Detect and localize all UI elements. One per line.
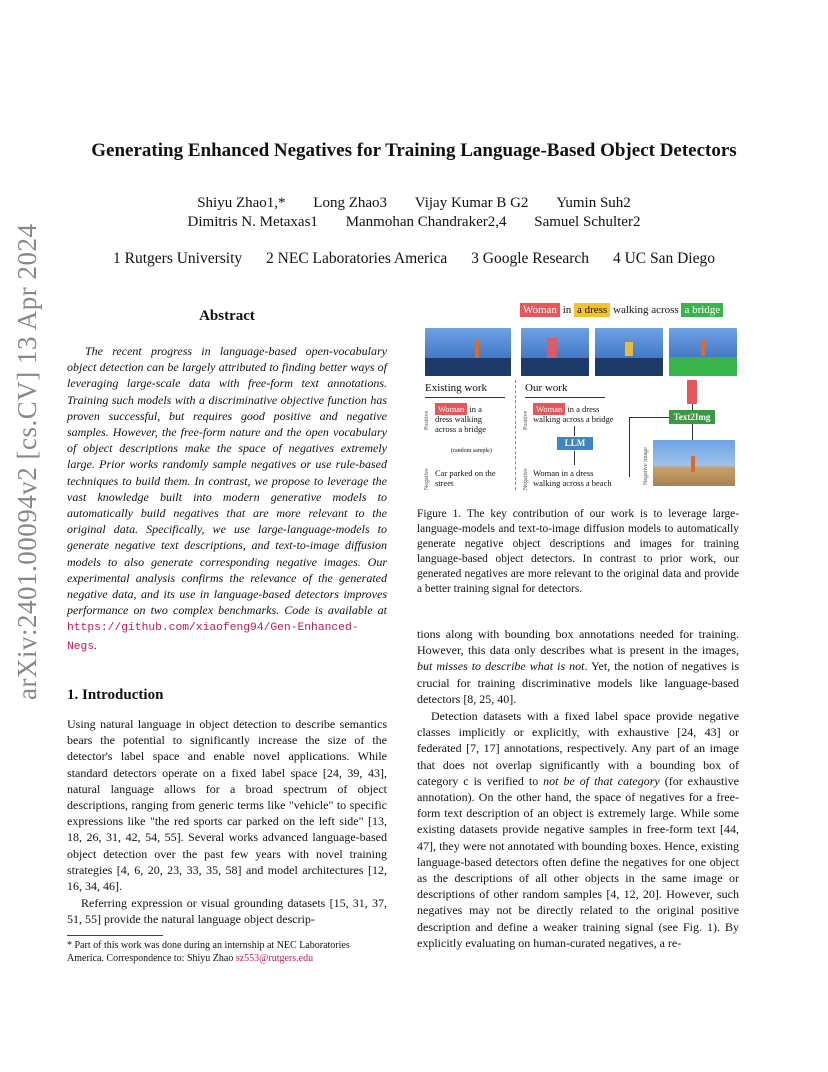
woman-figure	[475, 340, 479, 358]
text2img-box: Text2Img	[669, 410, 715, 424]
llm-box: LLM	[557, 437, 593, 450]
arrow	[574, 451, 575, 465]
intro-heading: 1. Introduction	[67, 687, 164, 703]
intro-paragraph-1: Using natural language in object detection to describe semantics bears the potential to significantly increase the size of the detector's label space and enable novel applications. While standard detectors operate on a fixed label space [24, 39, 43], natural language allows for a broad spectrum of object descriptions, ranging from generic terms like "vehicle" to specific expressions like "the red sports car parked on the left side" [13, 18, 26, 31, 42, 54, 55]. Several works advanced language-based object detection over the past few years with novel training strategies [4, 6, 20, 23, 33, 35, 58] and model architectures [12, 16, 34, 46].	[67, 717, 387, 894]
affiliation: 1 Rutgers University	[113, 250, 243, 267]
author: Shiyu Zhao1,*	[197, 195, 286, 211]
phrase-in: in	[562, 304, 572, 316]
phrase-dress: a dress	[574, 303, 610, 317]
phrase-woman: Woman	[520, 303, 560, 317]
text: Woman in a dress	[533, 468, 594, 478]
text: in a dress	[565, 404, 600, 414]
photo-bridge	[521, 358, 589, 376]
our-work-label: Our work	[525, 382, 568, 394]
footnote-text: * Part of this work was done during an internship at NEC Laboratories America. Correspondence to: Shiyu Zhao	[67, 940, 350, 964]
photo-bridge	[425, 358, 511, 376]
affiliation: 2 NEC Laboratories America	[266, 250, 448, 267]
intro-paragraph-2: Referring expression or visual grounding datasets [15, 31, 37, 51, 55] provide the natural language object descrip-	[67, 896, 387, 927]
chip-woman: Woman	[533, 403, 565, 415]
woman-figure	[691, 456, 695, 472]
divider-vertical	[515, 380, 516, 490]
intro-right-paragraph-2	[417, 708, 739, 951]
arrow	[574, 426, 575, 436]
author: Manmohan Chandraker2,4	[345, 214, 507, 230]
text: Detection datasets with a fixed label space provide negative classes implicitly or explicitly, with exhaustive [24, 43] or federated [7, 17] annotations, respectively. Any part of an image that does not overlap significantly with a bounding box of category c is verified to	[417, 709, 739, 788]
negative-label: Negative	[523, 468, 529, 490]
intro-right-paragraph-1	[417, 626, 739, 707]
photo-red	[521, 328, 589, 376]
arxiv-id: arXiv:2401.00094v2 [cs.CV] 13 Apr 2024	[12, 223, 42, 700]
arrow	[692, 404, 693, 410]
existing-positive-text	[435, 404, 486, 434]
figure-1-caption: Figure 1. The key contribution of our work is to leverage large-language-models and text-to-image diffusion models to automatically generate negative object descriptions and images for training language-based object detectors. In contrast to prior work, our generated negatives are more relevant to the original data and provide a better training signal for detectors.	[417, 508, 739, 595]
arrow	[629, 417, 630, 477]
abstract-end: .	[94, 637, 98, 652]
footnote-email[interactable]: sz553@rutgers.edu	[235, 953, 314, 964]
existing-negative-text	[435, 468, 496, 488]
affiliations	[0, 250, 828, 268]
text: (for exhaustive annotation). On the other hand, the space of negatives for a free-form text description of an object is extremely large. While some existing datasets provide negative samples in free-form text [44, 47], they were not annotated with bounding boxes. Hence, existing language-based detectors often define the negatives for one object as the descriptions of all other objects in the same image or descriptions of other random samples [4, 12, 20]. However, such negatives may not be directly related to the original positive description and define a weaker training signal (see Fig. 1). By explicitly evaluating on human-curated negatives, a re-	[417, 773, 739, 950]
abstract-text	[67, 343, 387, 655]
text: street	[435, 478, 454, 488]
photo-negative-beach	[653, 440, 735, 486]
arxiv-sidebar	[12, 223, 62, 708]
our-positive-text	[533, 404, 614, 424]
text: across a bridge	[435, 424, 486, 434]
existing-work-label: Existing work	[425, 382, 488, 394]
mask-bridge	[669, 357, 737, 376]
author: Dimitris N. Metaxas1	[187, 214, 318, 230]
text: . Yet, the notion of negatives is crucial for training discriminative models like language-based detectors [8, 25, 40].	[417, 659, 739, 706]
phrase-walking: walking across	[613, 304, 679, 316]
chip-woman: Woman	[435, 403, 467, 415]
arrow	[629, 417, 669, 418]
our-negative-text	[533, 468, 612, 488]
footnote-rule	[67, 935, 163, 936]
affiliation: 4 UC San Diego	[612, 250, 715, 267]
text: Car parked on the	[435, 468, 496, 478]
figure-phrase	[520, 304, 723, 316]
author: Samuel Schulter2	[534, 214, 641, 230]
mini-photo	[687, 380, 697, 404]
divider	[425, 397, 505, 398]
photo-original	[425, 328, 511, 376]
author: Long Zhao3	[313, 195, 388, 211]
emphasis: not be of that category	[543, 773, 660, 788]
text: in a	[467, 404, 482, 414]
authors-line-1	[0, 195, 828, 212]
photo-bridge	[595, 358, 663, 376]
arrow	[692, 424, 693, 440]
photo-yellow	[595, 328, 663, 376]
text: walking across a beach	[533, 478, 612, 488]
negative-image-label: Negative image	[643, 447, 649, 485]
emphasis: but misses to describe what is not	[417, 659, 585, 674]
negative-label: Negative	[424, 468, 430, 490]
figure-1	[417, 300, 739, 500]
photo-green	[669, 328, 737, 376]
woman-figure	[701, 340, 705, 356]
affiliation: 3 Google Research	[471, 250, 590, 267]
authors-line-2	[0, 214, 828, 231]
mask-woman	[547, 338, 557, 358]
mask-dress	[625, 342, 633, 356]
code-link[interactable]: https://github.com/xiaofeng94/Gen-Enhanced-Negs	[67, 622, 359, 653]
footnote	[67, 939, 387, 965]
author: Yumin Suh2	[556, 195, 631, 211]
positive-label: Positive	[523, 410, 529, 430]
abstract-body: The recent progress in language-based open-vocabulary object detection can be largely attributed to finding better ways of leveraging large-scale data with free-form text annotations. Training such models with a discriminative objective function has proven successful, but requires good positive and negative samples. However, the free-form nature and the open vocabulary of object descriptions make the space of negatives extremely large. Prior works randomly sample negatives or use rule-based techniques to build them. In contrast, we propose to leverage the vast knowledge built into modern generative models to automatically build negatives that are more relevant to the original data. Specifically, we use large-language-models to generate negative text descriptions, and text-to-image diffusion models to also generate corresponding negative images. Our experimental analysis confirms the relevance of the generated negative data, and its use in language-based detectors improves performance on two complex benchmarks. Code is available at	[67, 344, 387, 618]
text: walking across a bridge	[533, 414, 614, 424]
random-sample-note: (random sample)	[451, 448, 492, 454]
abstract-heading: Abstract	[199, 308, 255, 324]
text: dress walking	[435, 414, 482, 424]
paper-title: Generating Enhanced Negatives for Training Language-Based Object Detectors	[91, 140, 737, 161]
phrase-bridge: a bridge	[681, 303, 723, 317]
text: tions along with bounding box annotations needed for training. However, this data only describes what is present in the images,	[417, 627, 739, 658]
positive-label: Positive	[424, 410, 430, 430]
divider	[525, 397, 605, 398]
author: Vijay Kumar B G2	[414, 195, 529, 211]
